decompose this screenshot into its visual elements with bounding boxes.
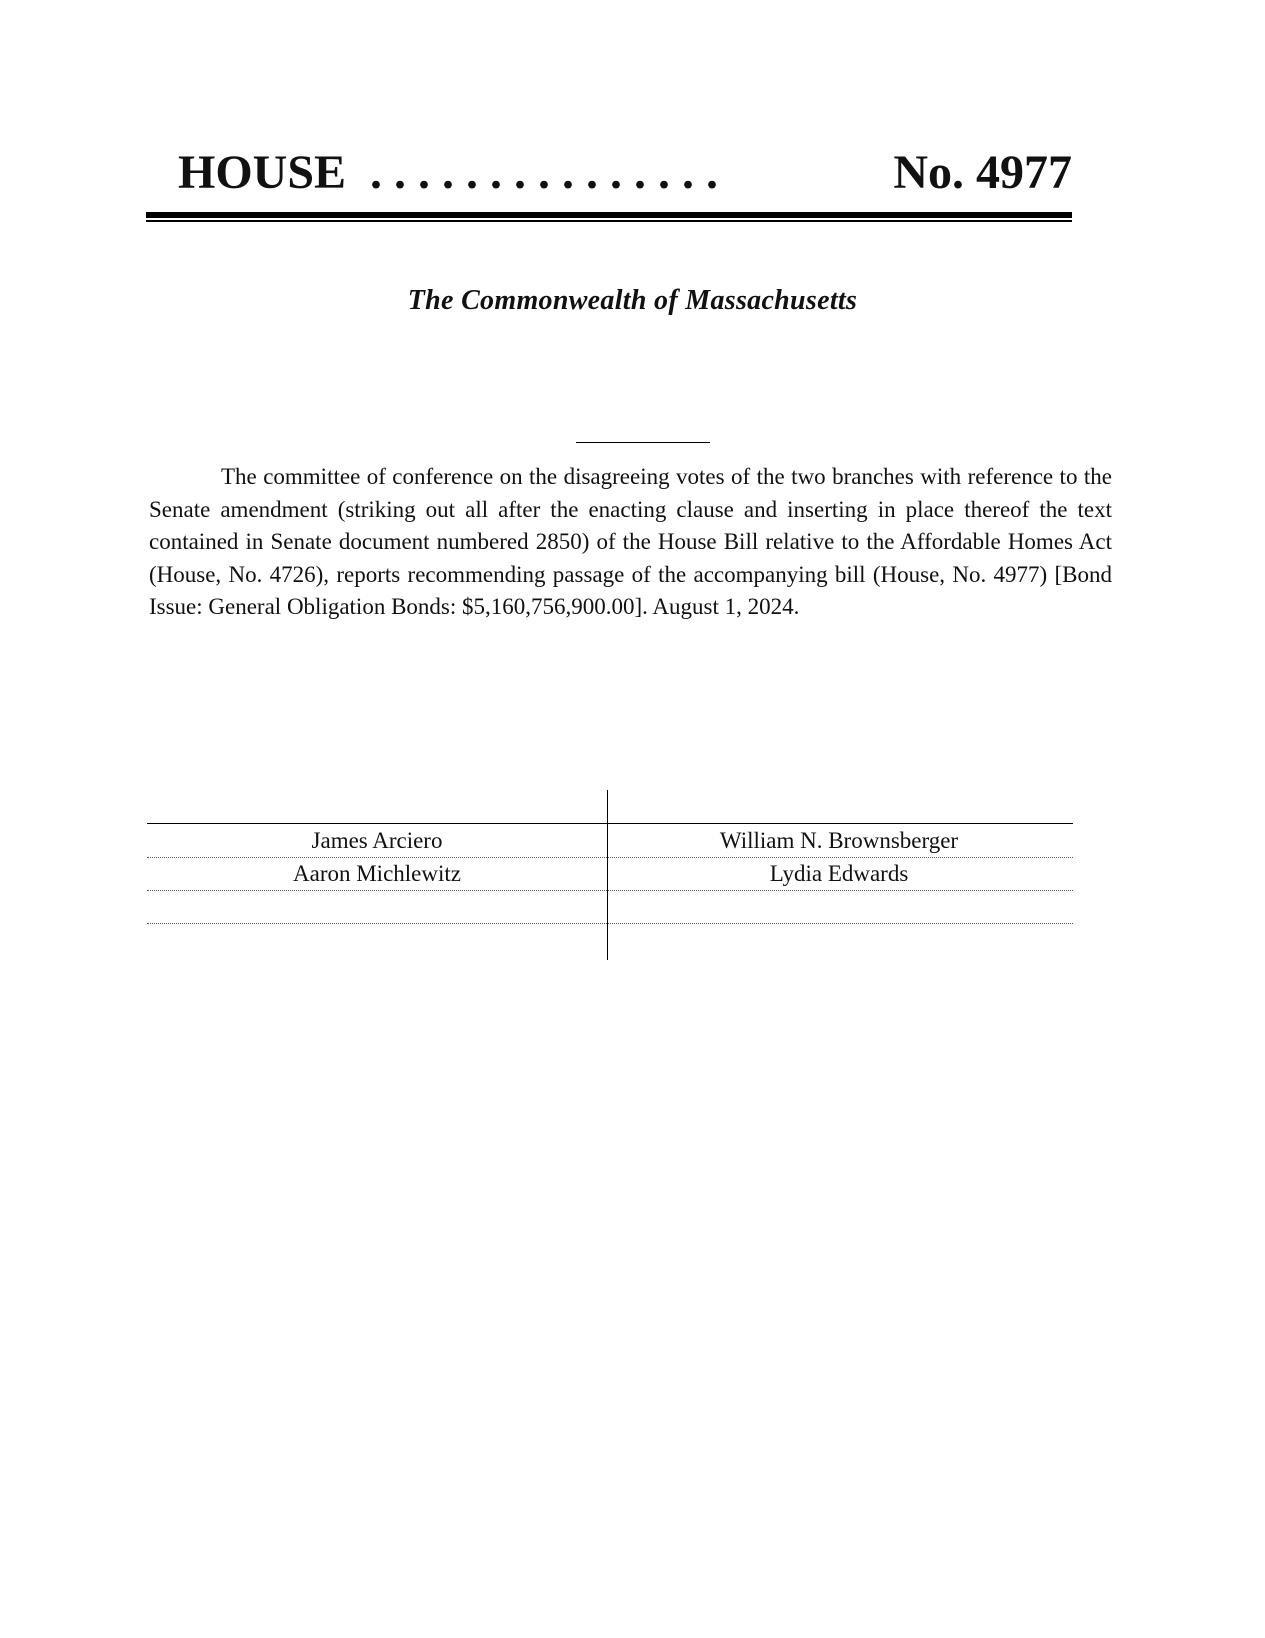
signature-row — [147, 857, 1073, 890]
senate-conferee-2: Lydia Edwards — [769, 861, 909, 886]
chamber-name: HOUSE — [178, 146, 347, 199]
committee-report-text: The committee of conference on the disagreeing votes of the two branches with reference to the Senate amendment (striking out all after the enacting clause and inserting in place thereof the text contained in Senate document numbered 2850) of the House Bill relative to the Affordable Homes Act (House, No. 4726), reports recommending passage of the accompanying bill (House, No. 4977) [Bond Issue: General Obligation Bonds: $5,160,756,900.00]. August 1, 2024. — [149, 464, 1112, 619]
senate-conferee-3 — [609, 890, 1069, 923]
signature-row-rule — [147, 923, 1073, 924]
header-leader-dots: . . . . . . . . . . . . . . . — [370, 146, 718, 199]
commonwealth-title: The Commonwealth of Massachusetts — [407, 285, 858, 316]
house-conferee-2: Aaron Michlewitz — [293, 861, 461, 886]
header-rule-thin — [146, 220, 1072, 222]
signature-row — [147, 890, 1073, 923]
senate-conferee-1: William N. Brownsberger — [719, 828, 959, 853]
house-conferee-3 — [147, 890, 607, 923]
bill-number: No. 4977 — [893, 146, 1072, 199]
signature-table — [147, 790, 1073, 960]
signature-row — [147, 824, 1073, 857]
header-rule-thick — [146, 212, 1072, 218]
section-divider — [576, 442, 710, 443]
house-conferee-1: James Arciero — [311, 828, 443, 853]
bill-header — [172, 138, 1072, 208]
